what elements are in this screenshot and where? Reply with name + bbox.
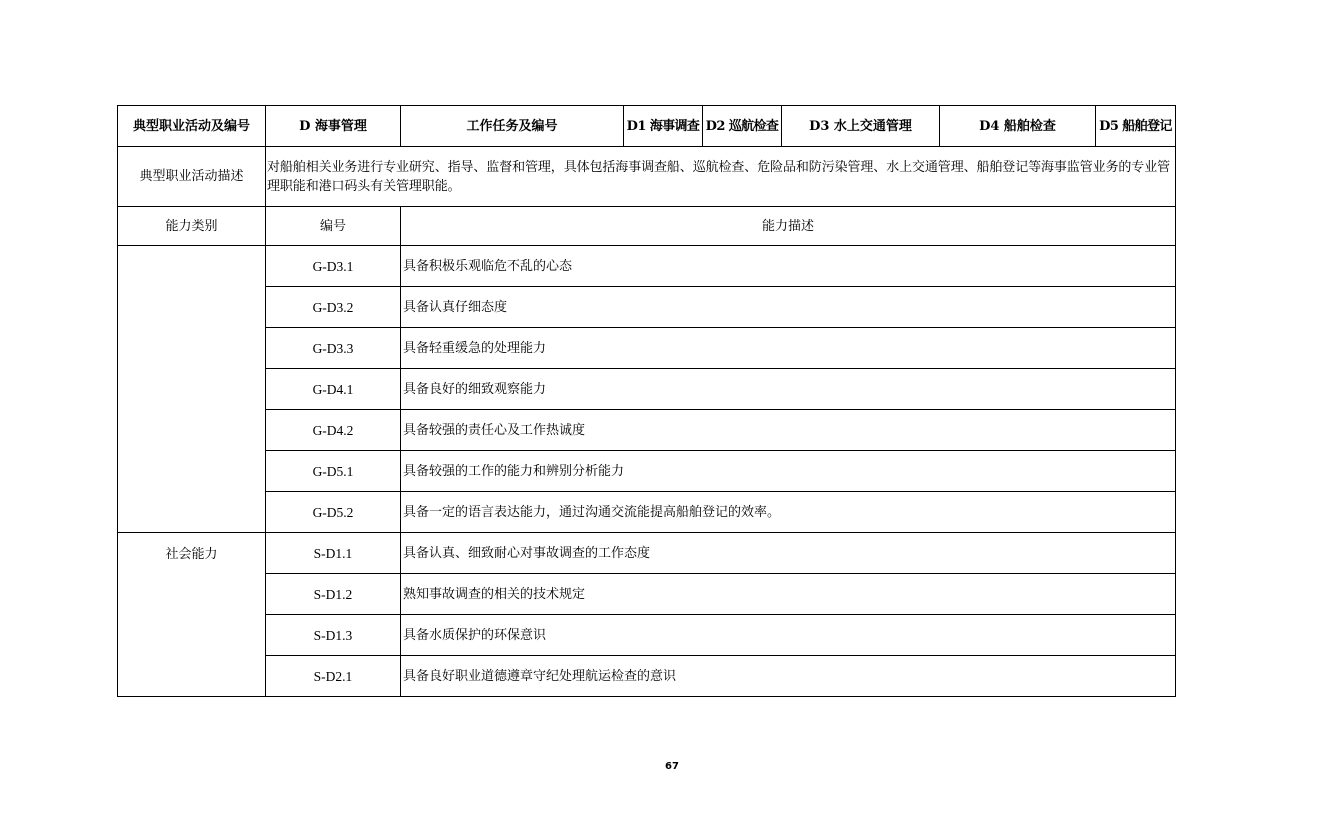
ability-description: 具备轻重缓急的处理能力	[401, 328, 1176, 369]
table-row	[118, 533, 1176, 574]
table-row	[118, 656, 1176, 697]
table-row	[118, 410, 1176, 451]
ability-description: 具备良好职业道德遵章守纪处理航运检查的意识	[401, 656, 1176, 697]
category-column-header: 能力类别	[118, 207, 266, 246]
ability-description: 具备认真、细致耐心对事故调查的工作态度	[401, 533, 1176, 574]
task-label: 工作任务及编号	[401, 106, 624, 147]
ability-code: G-D3.3	[266, 328, 401, 369]
task-d1: D1 海事调查	[624, 106, 703, 147]
ability-code: S-D1.3	[266, 615, 401, 656]
ability-code: G-D3.1	[266, 246, 401, 287]
ability-code: G-D4.1	[266, 369, 401, 410]
table-row	[118, 369, 1176, 410]
ability-code: G-D5.2	[266, 492, 401, 533]
table-row	[118, 246, 1176, 287]
task-d3: D3 水上交通管理	[782, 106, 940, 147]
ability-code: S-D1.2	[266, 574, 401, 615]
description-label: 典型职业活动描述	[118, 147, 266, 207]
ability-description: 具备一定的语言表达能力，通过沟通交流能提高船舶登记的效率。	[401, 492, 1176, 533]
category-cell	[118, 246, 266, 533]
ability-code: G-D4.2	[266, 410, 401, 451]
task-d2: D2 巡航检查	[703, 106, 782, 147]
ability-description: 具备良好的细致观察能力	[401, 369, 1176, 410]
description-text: 对船舶相关业务进行专业研究、指导、监督和管理，具体包括海事调查船、巡航检查、危险品和防污染管理、水上交通管理、船舶登记等海事监管业务的专业管理职能和港口码头有关管理职能。	[266, 147, 1176, 207]
table-row	[118, 328, 1176, 369]
description-row	[118, 147, 1176, 207]
table-row	[118, 287, 1176, 328]
activity-value: D 海事管理	[266, 106, 401, 147]
table-row	[118, 615, 1176, 656]
ability-code: G-D5.1	[266, 451, 401, 492]
ability-code: S-D1.1	[266, 533, 401, 574]
ability-description: 具备认真仔细态度	[401, 287, 1176, 328]
header-row	[118, 106, 1176, 147]
task-d4: D4 船舶检查	[940, 106, 1096, 147]
page-number: 67	[665, 761, 679, 772]
ability-description: 具备较强的工作的能力和辨别分析能力	[401, 451, 1176, 492]
category-cell: 社会能力	[118, 533, 266, 697]
competency-table	[117, 105, 1176, 697]
code-column-header: 编号	[266, 207, 401, 246]
ability-description: 熟知事故调查的相关的技术规定	[401, 574, 1176, 615]
table-row	[118, 492, 1176, 533]
ability-description: 具备积极乐观临危不乱的心态	[401, 246, 1176, 287]
table-row	[118, 451, 1176, 492]
ability-code: G-D3.2	[266, 287, 401, 328]
ability-column-header: 能力描述	[401, 207, 1176, 246]
ability-description: 具备较强的责任心及工作热诚度	[401, 410, 1176, 451]
column-header-row	[118, 207, 1176, 246]
ability-code: S-D2.1	[266, 656, 401, 697]
activity-label: 典型职业活动及编号	[118, 106, 266, 147]
ability-description: 具备水质保护的环保意识	[401, 615, 1176, 656]
task-d5: D5 船舶登记	[1096, 106, 1176, 147]
table-row	[118, 574, 1176, 615]
